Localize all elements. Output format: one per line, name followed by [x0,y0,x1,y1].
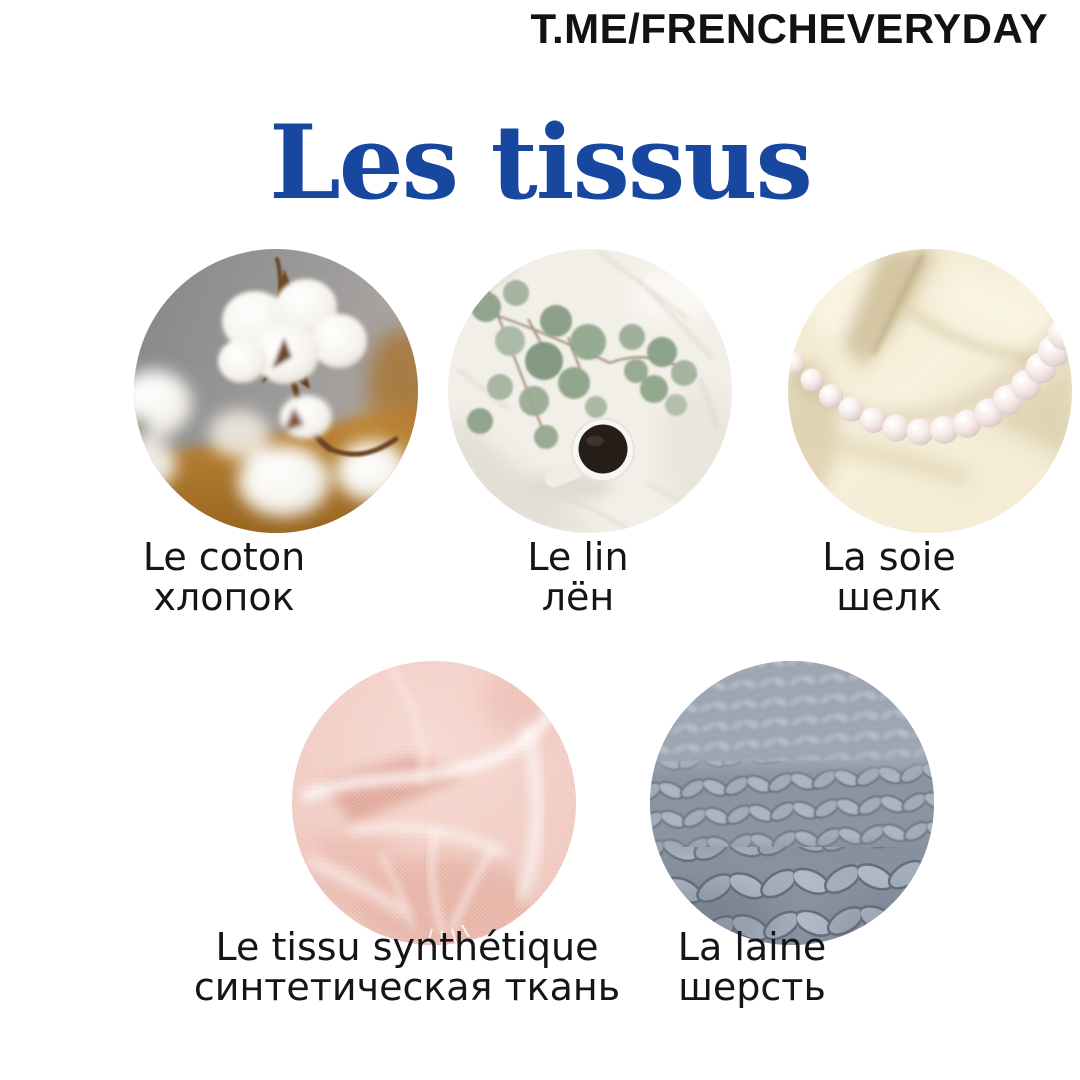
caption-coton [143,537,305,617]
linen-photo-illustration [448,249,732,533]
caption-soie [822,537,956,617]
caption-lin [527,537,628,617]
russian-label-lin: лён [541,575,615,619]
russian-label-coton: хлопок [153,575,295,619]
photo-lin [448,249,732,533]
french-label-soie: La soie [822,535,956,579]
russian-label-synthetique: синтетическая ткань [193,965,621,1009]
photo-soie [788,249,1072,533]
silk-photo-illustration [788,249,1072,533]
french-label-laine: La laine [677,925,827,969]
tulle-photo-illustration [292,661,576,945]
russian-label-laine: шерсть [678,965,826,1009]
channel-handle: T.ME/FRENCHEVERYDAY [530,5,1048,52]
cotton-photo-illustration [134,249,418,533]
photo-laine [650,661,934,945]
caption-synthetique [194,927,620,1007]
photo-coton [134,249,418,533]
photo-synthetique [292,661,576,945]
russian-label-soie: шелк [836,575,942,619]
french-label-lin: Le lin [527,535,629,579]
wool-photo-illustration [650,661,934,945]
french-label-synthetique: Le tissu synthétique [215,925,599,969]
page-title: Les tissus [269,103,811,224]
french-label-coton: Le coton [142,535,306,579]
caption-laine [678,927,826,1007]
